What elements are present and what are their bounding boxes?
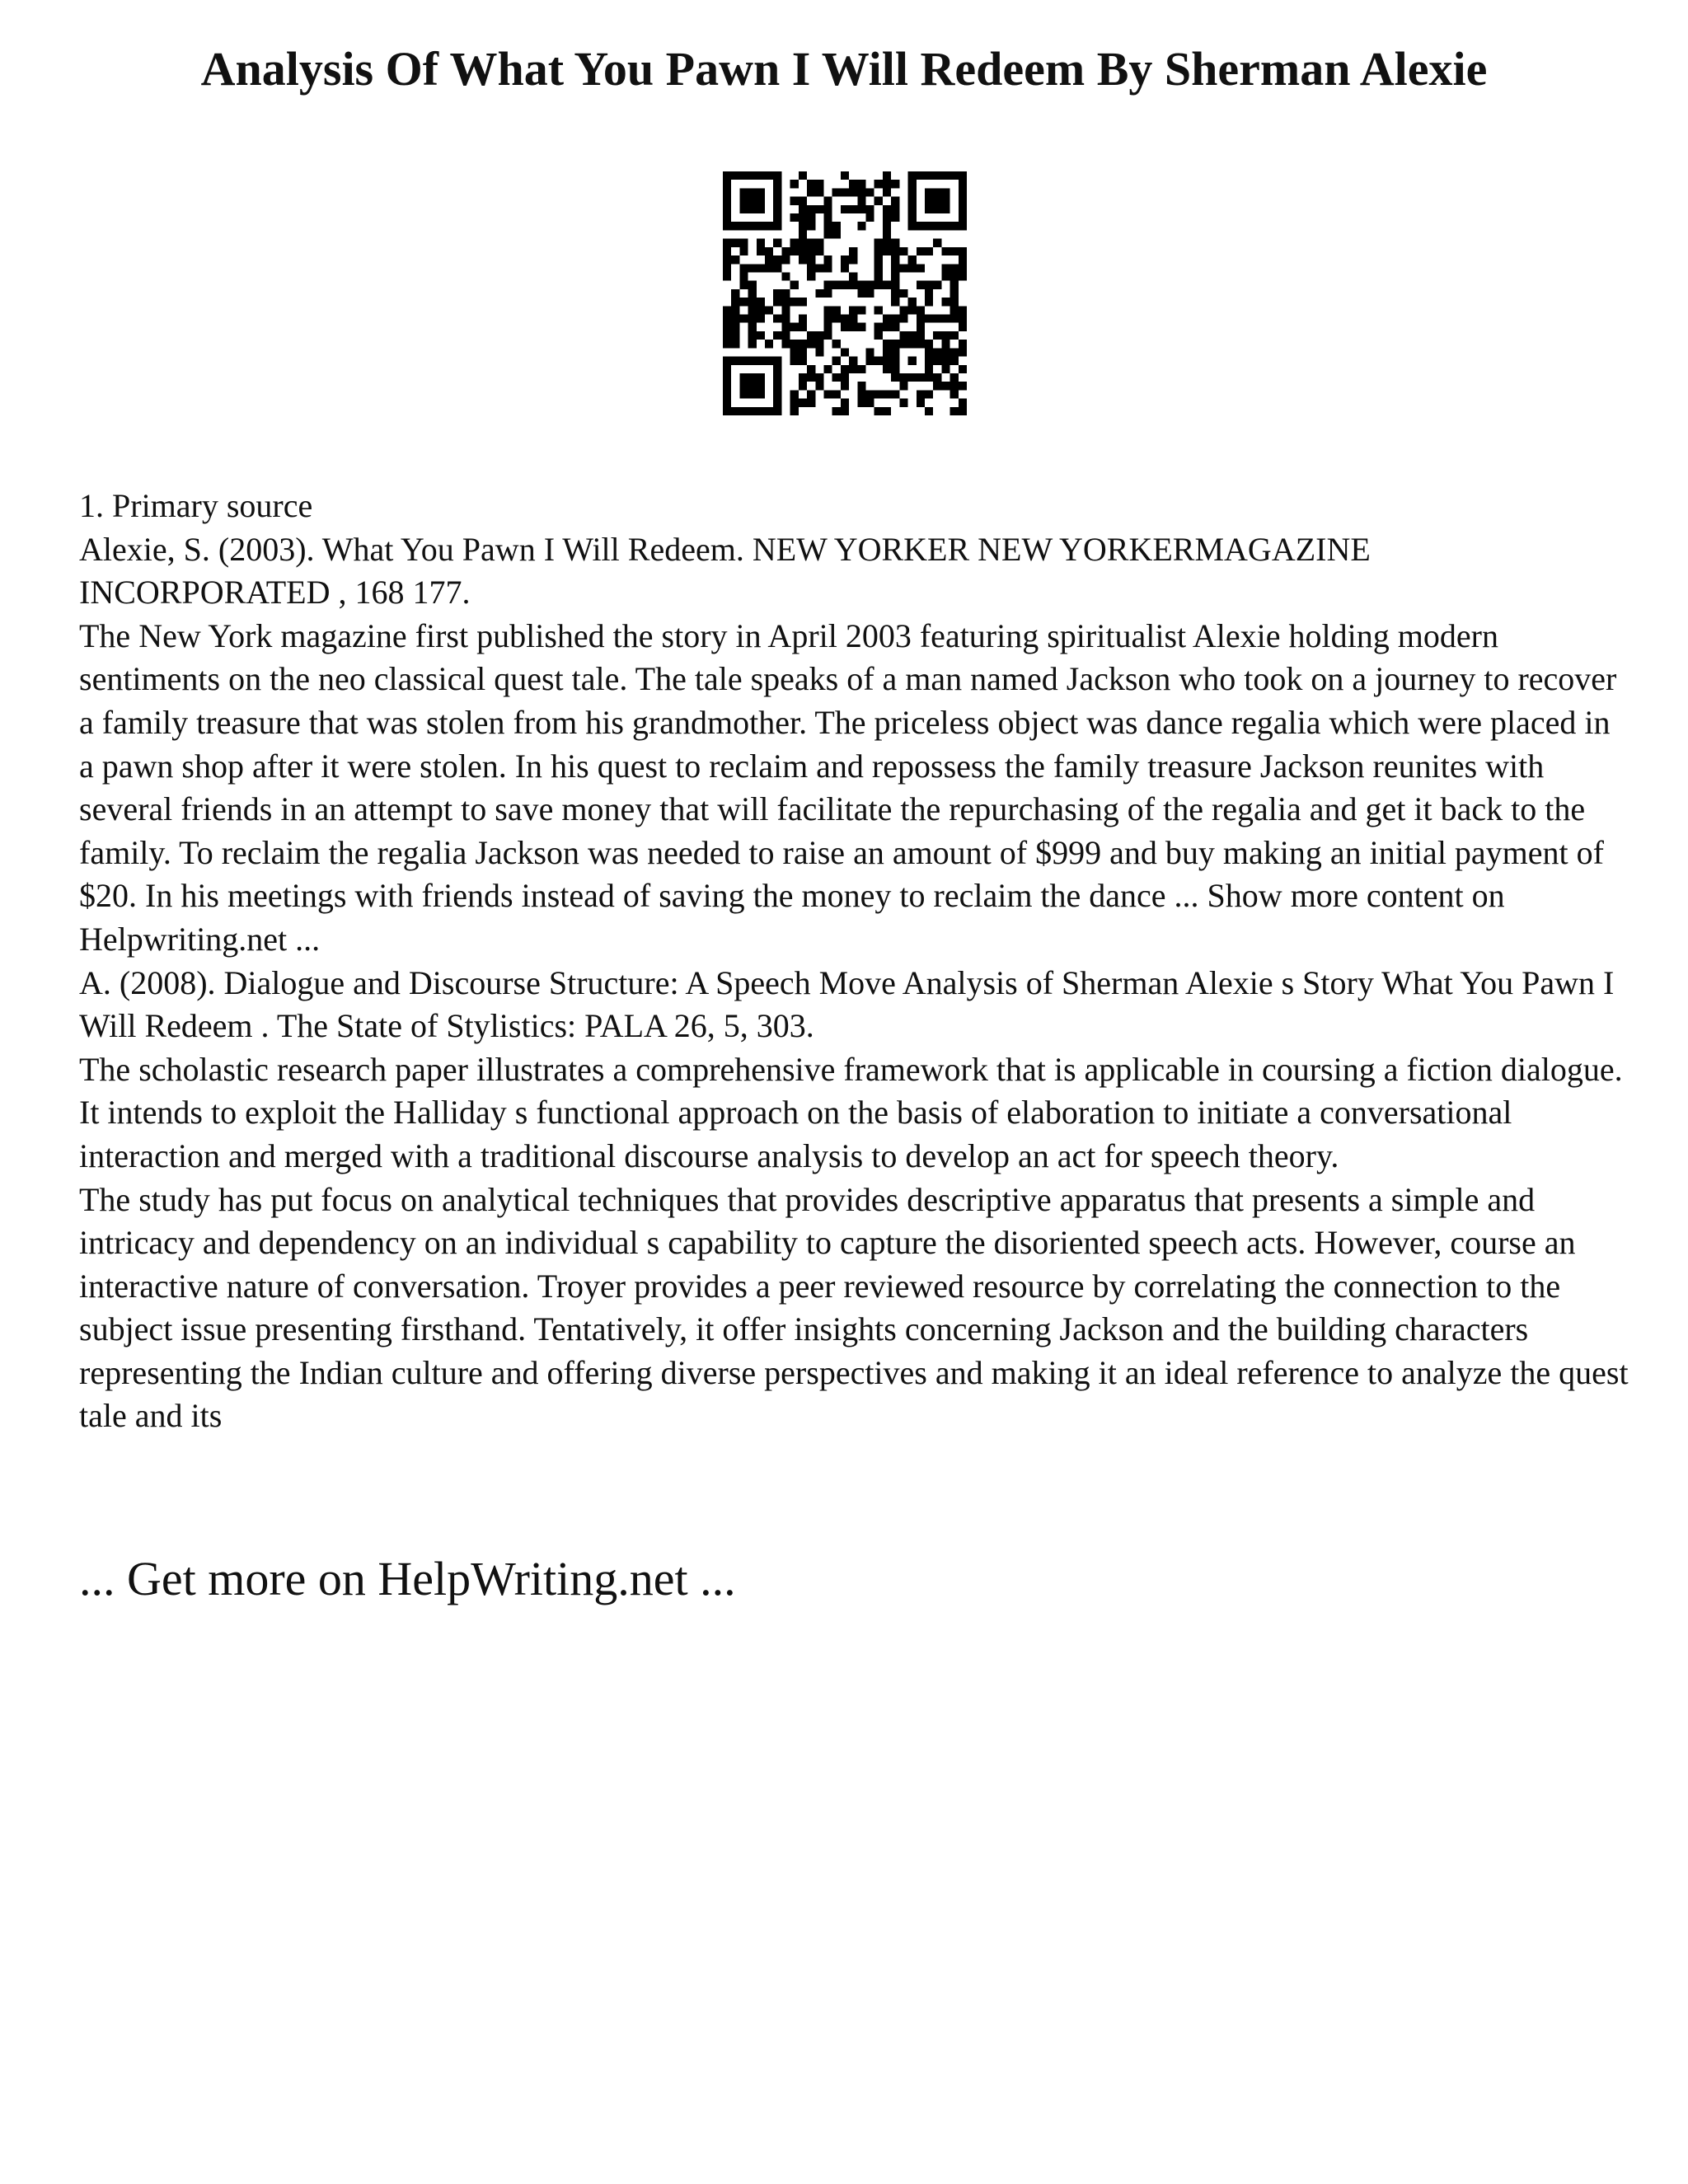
citation-alexie: Alexie, S. (2003). What You Pawn I Will Redeem. NEW YORKER NEW YORKERMAGAZINE INCORPORATED , 168 177. [79, 530, 1371, 612]
citation-dialogue-discourse: A. (2008). Dialogue and Discourse Structure: A Speech Move Analysis of Sherman Alexie s Story What You Pawn I Will Redeem . The State of Stylistics: PALA 26, 5, 303. [79, 963, 1615, 1045]
paragraph-framework: The scholastic research paper illustrates a comprehensive framework that is applicable in coursing a fiction dialogue. It intends to exploit the Halliday s functional approach on the basis of elaboration to initiate a conversational interaction and merged with a traditional discourse analysis to develop an act for speech theory. [79, 1050, 1623, 1174]
paragraph-study: The study has put focus on analytical techniques that provides descriptive apparatus that presents a simple and intricacy and dependency on an individual s capability to capture the disoriented speech acts. However, course an interactive nature of conversation. Troyer provides a peer reviewed resource by correlating the connection to the subject issue presenting firsthand. Tentatively, it offer insights concerning Jackson and the building characters representing the Indian culture and offering diverse perspectives and making it an ideal reference to analyze the quest tale and its [79, 1180, 1629, 1435]
document-body [79, 485, 1629, 1438]
section-heading-primary-source: 1. Primary source [79, 487, 313, 524]
document-title: Analysis Of What You Pawn I Will Redeem By Sherman Alexie [200, 42, 1488, 96]
qr-code-image [723, 171, 967, 415]
get-more-link[interactable]: ... Get more on HelpWriting.net ... [79, 1552, 736, 1605]
paragraph-summary: The New York magazine first published the story in April 2003 featuring spiritualist Alexie holding modern sentiments on the neo classical quest tale. The tale speaks of a man named Jackson who took on a journey to recover a family treasure that was stolen from his grandmother. The priceless object was dance regalia which were placed in a pawn shop after it were stolen. In his quest to reclaim and repossess the family treasure Jackson reunites with several friends in an attempt to save money that will facilitate the repurchasing of the regalia and get it back to the family. To reclaim the regalia Jackson was needed to raise an amount of $999 and buy making an initial payment of $20. In his meetings with friends instead of saving the money to reclaim the dance ... Show more content on Helpwriting.net ... [79, 616, 1617, 958]
